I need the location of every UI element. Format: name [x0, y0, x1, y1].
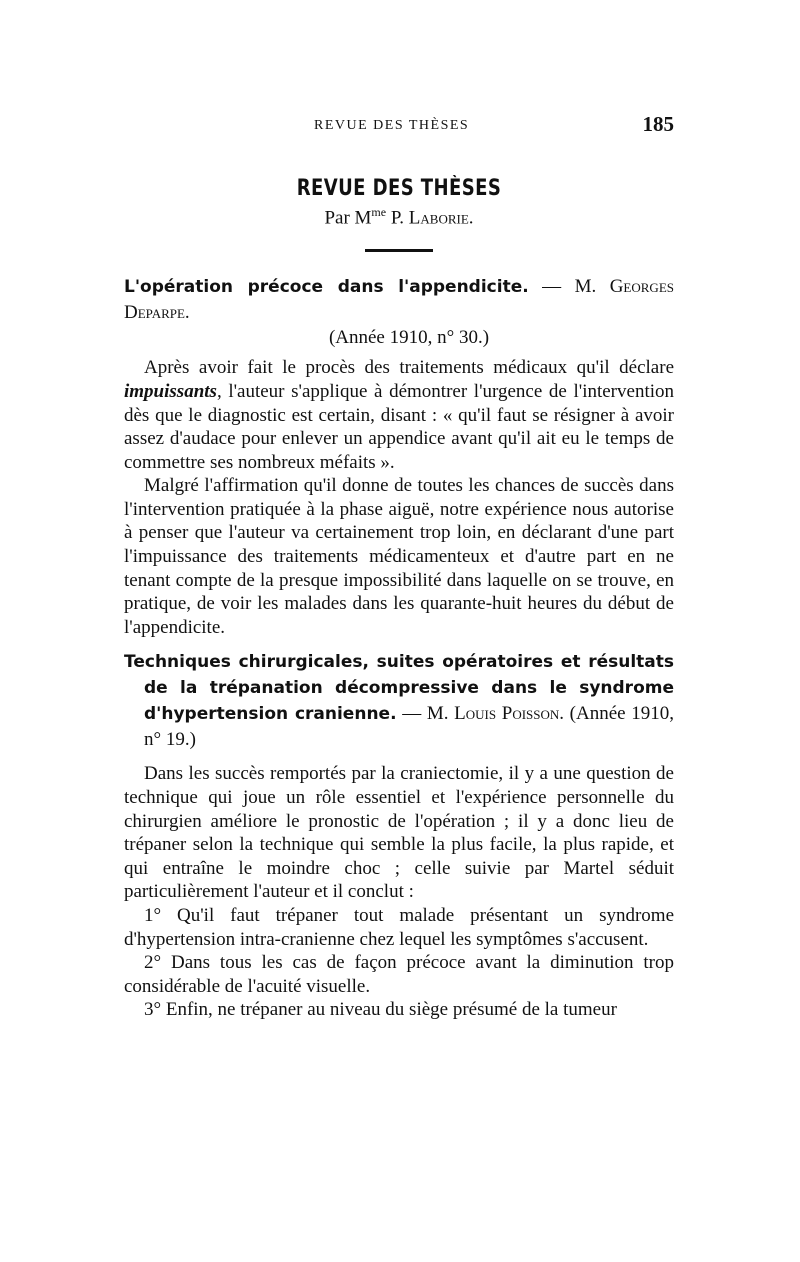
byline-author: P. Laborie. [390, 207, 474, 229]
entry-1-paragraph-1-after: , l'auteur s'applique à démontrer l'urgence de l'intervention dès que le diagnostic est certain, disant : « qu'il faut se résigner à avoir assez d'audace pour enlever un appendice avant qu'il ait eu le temps de commettre ses nombreux méfaits ». [124, 380, 674, 473]
byline-superscript: me [371, 205, 387, 219]
page [124, 112, 674, 1022]
page-number: 185 [642, 112, 674, 136]
entry-2-paragraph-3: 2° Dans tous les cas de façon précoce avant la diminution trop considérable de l'acuité visuelle. [124, 952, 674, 997]
entry-2-paragraph-1: Dans les succès remportés par la craniectomie, il y a une question de technique qui joue un rôle essentiel et l'expérience personnelle du chirurgien améliore le pronostic de l'opération ; il y a donc lieu de trépaner selon la technique qui semble la plus facile, la plus rapide, et qui entraîne le moindre choc ; celle suivie par Martel séduit particulièrement l'auteur et il conclut : [124, 763, 674, 903]
entry-1-year-info: (Année 1910, n° 30.) [328, 327, 490, 349]
entry-2-paragraph-4: 3° Enfin, ne trépaner au niveau du siège présumé de la tumeur [144, 999, 617, 1021]
entry-1-heading [124, 274, 674, 350]
entry-1-paragraph-1 [124, 356, 674, 474]
entry-2-paragraph-2: 1° Qu'il faut trépaner tout malade présentant un syndrome d'hypertension intra-cranienne chez lequel les symptômes s'accusent. [124, 905, 674, 950]
entry-2-year-info: (Année 1910, n° 19.) [144, 703, 675, 751]
byline-prefix: Par M [324, 207, 372, 229]
entry-2-title: Techniques chirurgicales, suites opératoires et résultats de la trépanation décompressive dans le syndrome d'hypertension cranienne. [124, 652, 674, 725]
running-head [124, 112, 674, 138]
entry-1-paragraph-1-emphasis: impuissants [124, 380, 217, 402]
byline [124, 205, 674, 229]
entry-1-paragraph-2: Malgré l'affirmation qu'il donne de toutes les chances de succès dans l'intervention pratiquée à la phase aiguë, notre expérience nous autorise à penser que l'auteur va certainement trop loin, en déclarant d'une part l'impuissance des traitements médicamenteux et d'autre part en ne tenant compte de la presque impossibilité dans laquelle on se trouve, en pratique, de voir les malades dans les quarante-huit heures du début de l'appendicite. [124, 475, 674, 638]
entry-2-author: M. Louis Poisson. [426, 703, 565, 725]
entry-1-author: M. Georges Deparpe. [124, 276, 674, 324]
section-divider [365, 249, 433, 252]
section-title: REVUE DES THÈSES [296, 176, 502, 201]
running-title: REVUE DES THÈSES [314, 118, 470, 133]
entry-2-heading [124, 649, 674, 752]
entry-2-separator: — [396, 703, 427, 725]
entry-1-paragraph-1-before: Après avoir fait le procès des traitements médicaux qu'il déclare [144, 357, 674, 379]
entry-1-separator: — [528, 276, 575, 298]
entry-1-title: L'opération précoce dans l'appendicite. [124, 277, 529, 298]
